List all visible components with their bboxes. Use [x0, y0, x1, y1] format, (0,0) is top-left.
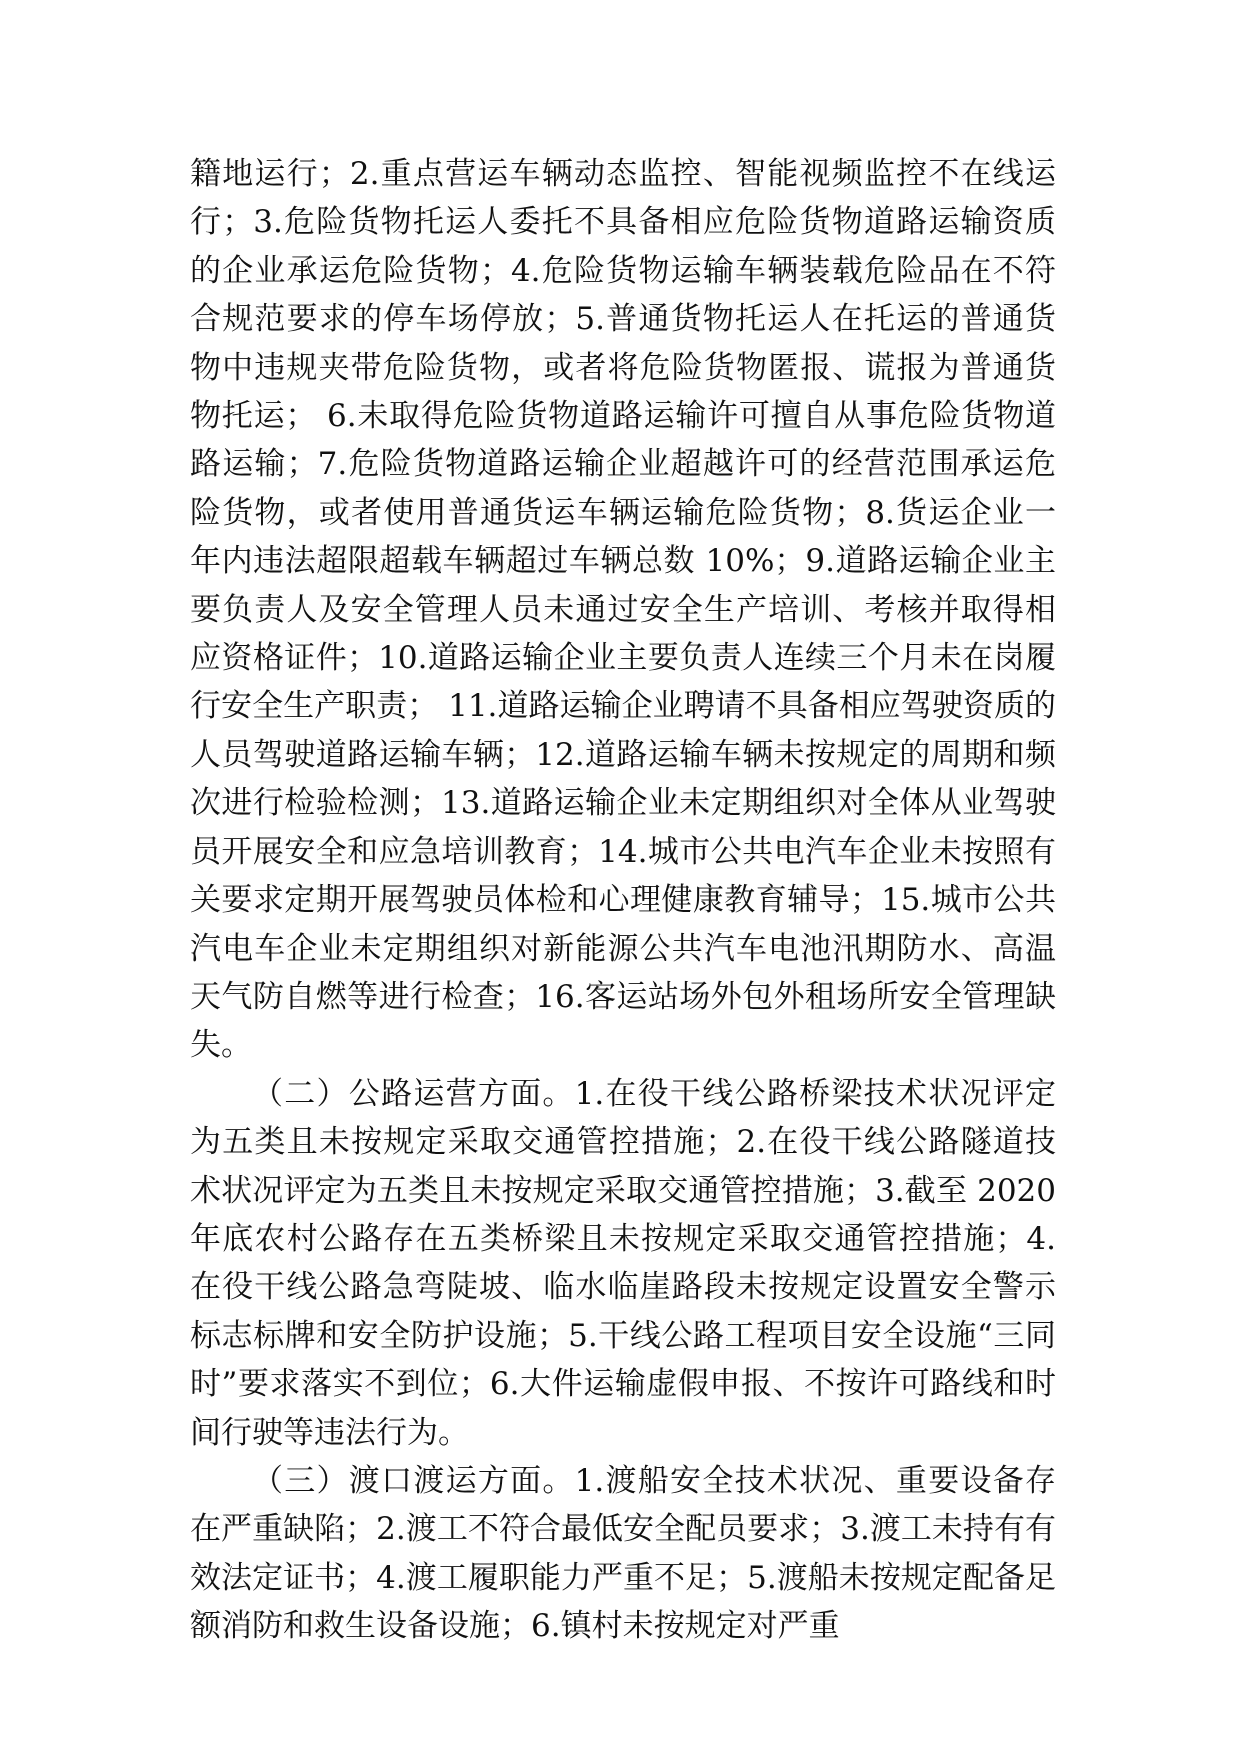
paragraph-ferry-operation: （三）渡口渡运方面。1.渡船安全技术状况、重要设备存在严重缺陷；2.渡工不符合最低安全配员要求；3.渡工未持有有效法定证书；4.渡工履职能力严重不足；5.渡船未按规定配备足额消防和救生设备设施；6.镇村未按规定对严重: [190, 1462, 1056, 1645]
paragraph-highway-operation: （二）公路运营方面。1.在役干线公路桥梁技术状况评定为五类且未按规定采取交通管控措施；2.在役干线公路隧道技术状况评定为五类且未按规定采取交通管控措施；3.截至 2020 年底农村公路存在五类桥梁且未按规定采取交通管控措施；4.在役干线公路急弯陡坡、临水临崖路段未按规定设置安全警示标志标牌和安全防护设施；5.干线公路工程项目安全设施“三同时”要求落实不到位；6.大件运输虚假申报、不按许可路线和时间行驶等违法行为。: [190, 1075, 1056, 1451]
paragraph-road-transport-continuation: 籍地运行；2.重点营运车辆动态监控、智能视频监控不在线运行；3.危险货物托运人委托不具备相应危险货物道路运输资质的企业承运危险货物；4.危险货物运输车辆装载危险品在不符合规范要求的停车场停放；5.普通货物托运人在托运的普通货物中违规夹带危险货物，或者将危险货物匿报、谎报为普通货物托运； 6.未取得危险货物道路运输许可擅自从事危险货物道路运输；7.危险货物道路运输企业超越许可的经营范围承运危险货物，或者使用普通货运车辆运输危险货物；8.货运企业一年内违法超限超载车辆超过车辆总数 10%；9.道路运输企业主要负责人及安全管理人员未通过安全生产培训、考核并取得相应资格证件；10.道路运输企业主要负责人连续三个月未在岗履行安全生产职责； 11.道路运输企业聘请不具备相应驾驶资质的人员驾驶道路运输车辆；12.道路运输车辆未按规定的周期和频次进行检验检测；13.道路运输企业未定期组织对全体从业驾驶员开展安全和应急培训教育；14.城市公共电汽车企业未按照有关要求定期开展驾驶员体检和心理健康教育辅导；15.城市公共汽电车企业未定期组织对新能源公共汽车电池汛期防水、高温天气防自燃等进行检查；16.客运站场外包外租场所安全管理缺失。: [190, 156, 1056, 1064]
document-page: [190, 150, 1056, 1651]
